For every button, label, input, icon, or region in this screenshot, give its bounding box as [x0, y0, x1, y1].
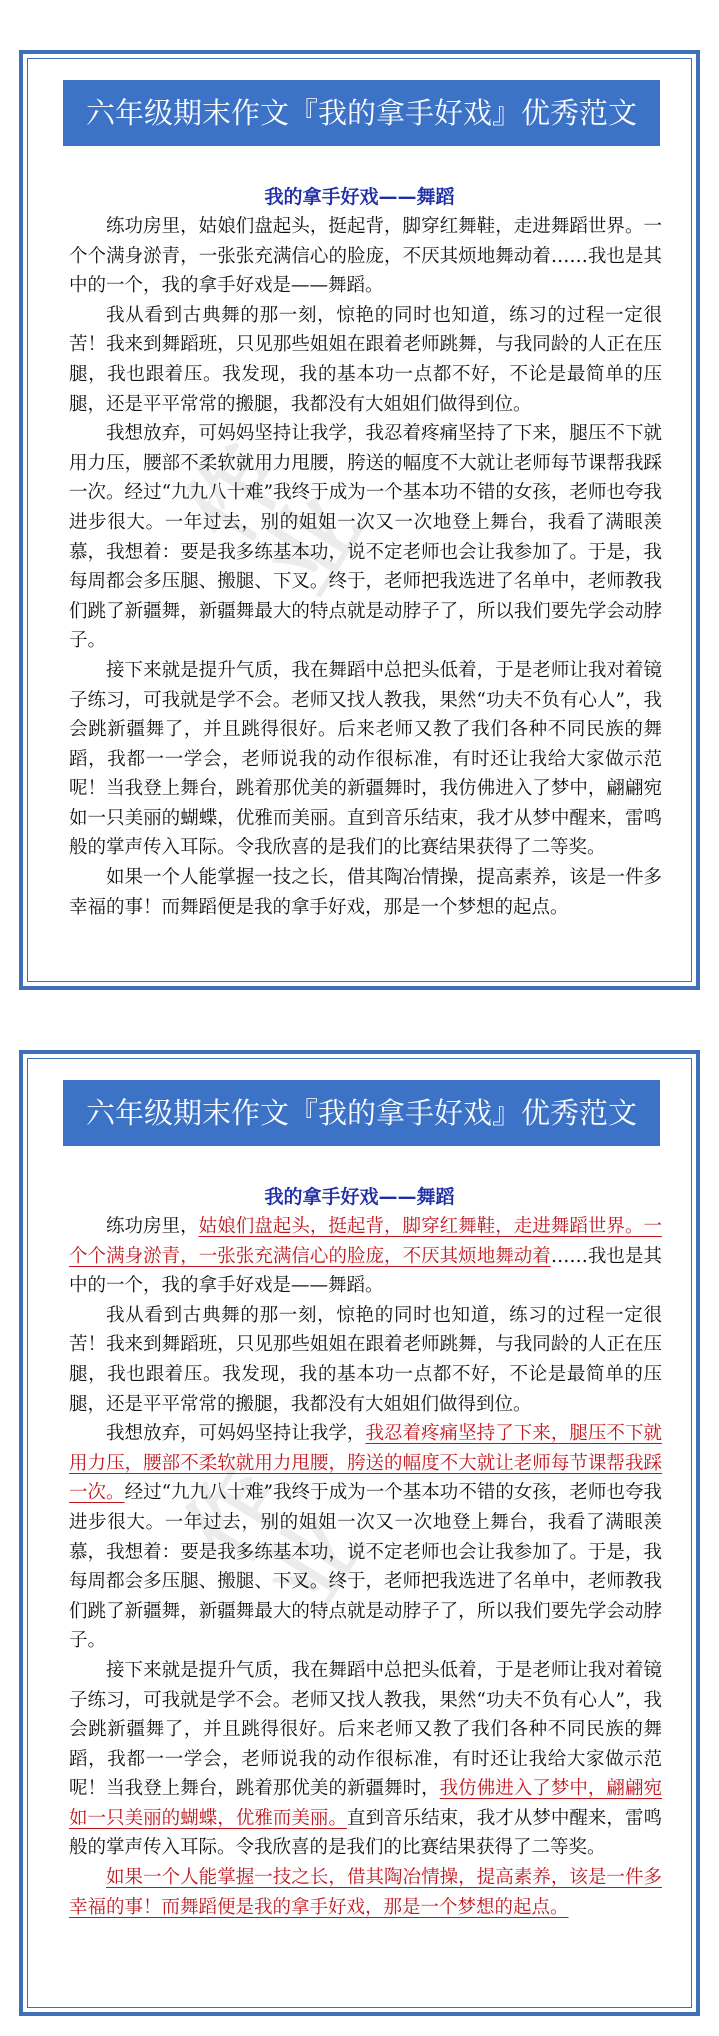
article-body-annotated	[69, 1212, 662, 1922]
paragraph	[69, 1863, 662, 1922]
paragraph: 接下来就是提升气质，我在舞蹈中总把头低着，于是老师让我对着镜子练习，可我就是学不会。老师又找人教我，果然“功夫不负有心人”，我会跳新疆舞了，并且跳得很好。后来老师又教了我们各种不同民族的舞蹈，我都一一学会，老师说我的动作很标准，有时还让我给大家做示范呢！当我登上舞台，跳着那优美的新疆舞时，我仿佛进入了梦中，翩翩宛如一只美丽的蝴蝶，优雅而美丽。直到音乐结束，我才从梦中醒来，雷鸣般的掌声传入耳际。令我欣喜的是我们的比赛结果获得了二等奖。	[69, 659, 662, 859]
paragraph: 我从看到古典舞的那一刻，惊艳的同时也知道，练习的过程一定很苦！我来到舞蹈班，只见那些姐姐在跟着老师跳舞，与我同龄的人正在压腿，我也跟着压。我发现，我的基本功一点都不好，不论是最简单的压腿，还是平平常常的搬腿，我都没有大姐姐们做得到位。	[69, 1304, 662, 1415]
plain-text: 我想放弃，可妈妈坚持让我学，	[106, 1423, 366, 1445]
essay-card-annotated	[19, 1050, 700, 2016]
paragraph: 如果一个人能掌握一技之长，借其陶冶情操，提高素养，该是一件多幸福的事！而舞蹈便是我的拿手好戏，那是一个梦想的起点。	[69, 867, 662, 918]
plain-text: 直到音乐结束，我才从梦中醒来，雷鸣般的掌声传入耳际。令我欣喜的是我们的比赛结果获得了二等奖。	[69, 1807, 662, 1859]
plain-text: 经过“九九八十难”我终于成为一个基本功不错的女孩，老师也夸我进步很大。一年过去，别的姐姐一次又一次地登上舞台，我看了满眼羡慕，我想着：要是我多练基本功，说不定老师也会让我参加了。于是，我每周都会多压腿、搬腿、下叉。终于，老师把我选进了名单中，老师教我们跳了新疆舞，新疆舞最大的特点就是动脖子了，所以我们要先学会动脖子。	[69, 1482, 662, 1652]
article-title: 我的拿手好戏——舞蹈	[264, 1186, 455, 1208]
paragraph: 我想放弃，可妈妈坚持让我学，我忍着疼痛坚持了下来，腿压不下就用力压，腰部不柔软就用力甩腰，胯送的幅度不大就让老师每节课帮我踩一次。经过“九九八十难”我终于成为一个基本功不错的女孩，老师也夸我进步很大。一年过去，别的姐姐一次又一次地登上舞台，我看了满眼羡慕，我想着：要是我多练基本功，说不定老师也会让我参加了。于是，我每周都会多压腿、搬腿、下叉。终于，老师把我选进了名单中，老师教我们跳了新疆舞，新疆舞最大的特点就是动脖子了，所以我们要先学会动脖子。	[69, 423, 662, 652]
paragraph	[69, 1419, 662, 1656]
paragraph: 我从看到古典舞的那一刻，惊艳的同时也知道，练习的过程一定很苦！我来到舞蹈班，只见那些姐姐在跟着老师跳舞，与我同龄的人正在压腿，我也跟着压。我发现，我的基本功一点都不好，不论是最简单的压腿，还是平平常常的搬腿，我都没有大姐姐们做得到位。	[69, 304, 662, 415]
highlighted-text: 我仿佛进入了梦中，翩翩宛如一只美丽的蝴蝶，优雅而美丽。	[69, 1778, 662, 1829]
plain-text: ……我也是其中的一个，我的拿手好戏是——舞蹈。	[69, 1245, 662, 1297]
highlighted-text: 如果一个人能掌握一技之长，借其陶冶情操，提高素养，该是一件多幸福的事！而舞蹈便是我的拿手好戏，那是一个梦想的起点。	[69, 1867, 662, 1918]
paragraph: 练功房里，姑娘们盘起头，挺起背，脚穿红舞鞋，走进舞蹈世界。一个个满身淤青，一张张充满信心的脸庞，不厌其烦地舞动着……我也是其中的一个，我的拿手好戏是——舞蹈。	[69, 216, 662, 297]
article-body	[69, 212, 662, 922]
plain-text: 接下来就是提升气质，我在舞蹈中总把头低着，于是老师让我对着镜子练习，可我就是学不会。老师又找人教我，果然“功夫不负有心人”，我会跳新疆舞了，并且跳得很好。后来老师又教了我们各种不同民族的舞蹈，我都一一学会，老师说我的动作很标准，有时还让我给大家做示范呢！当我登上舞台，跳着那优美的新疆舞时，	[69, 1659, 662, 1800]
highlighted-text: 姑娘们盘起头，挺起背，脚穿红舞鞋，走进舞蹈世界。一个个满身淤青，一张张充满信心的脸庞，不厌其烦地舞动着	[69, 1216, 662, 1267]
paragraph	[69, 1656, 662, 1863]
plain-text: 练功房里，	[106, 1216, 199, 1237]
article-title: 我的拿手好戏——舞蹈	[264, 186, 455, 208]
essay-card-plain	[19, 50, 700, 990]
watermark: 作 业	[166, 427, 384, 611]
banner-title: 六年级期末作文『我的拿手好戏』优秀范文	[63, 1080, 660, 1146]
paragraph	[69, 1212, 662, 1301]
highlighted-text: 我忍着疼痛坚持了下来，腿压不下就用力压，腰部不柔软就用力甩腰，胯送的幅度不大就让老师每节课帮我踩一次。	[69, 1423, 662, 1504]
watermark: 作 业	[166, 1447, 384, 1631]
banner-title: 六年级期末作文『我的拿手好戏』优秀范文	[63, 80, 660, 146]
